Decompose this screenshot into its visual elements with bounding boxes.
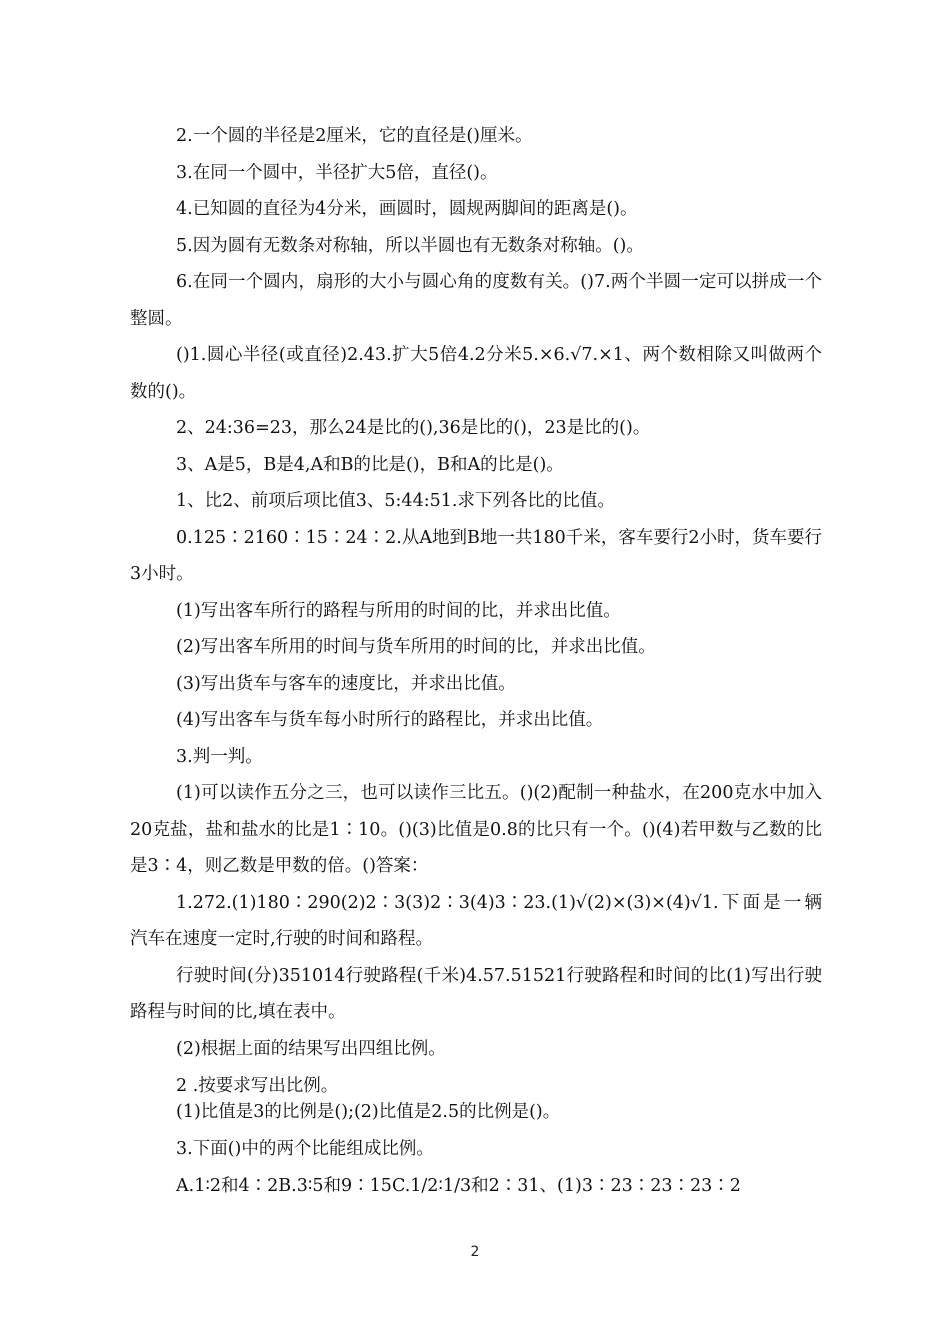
paragraph: (1)可以读作五分之三，也可以读作三比五。()(2)配制一种盐水，在200克水中加入20克盐，盐和盐水的比是1∶10。()(3)比值是0.8的比只有一个。()(4)若甲数与乙数的比是3∶4，则乙数是甲数的倍。()答案： — [130, 783, 822, 876]
paragraph: 3、A是5，B是4,A和B的比是()，B和A的比是()。 — [176, 454, 564, 475]
paragraph: 1、比2、前项后项比值3、5:44:51.求下列各比的比值。 — [176, 491, 615, 511]
paragraph: 2 .按要求写出比例。 — [176, 1076, 339, 1096]
paragraph: (3)写出货车与客车的速度比，并求出比值。 — [176, 673, 516, 694]
paragraph: 1.272.(1)180∶290(2)2∶3(3)2∶3(4)3∶23.(1)√(2)×(3)×(4)√1.下面是一辆汽车在速度一定时,行驶的时间和路程。 — [130, 892, 822, 949]
page-number: 2 — [470, 1244, 480, 1260]
paragraph: 0.125∶2160∶15∶24∶2.从A地到B地一共180千米，客车要行2小时，货车要行3小时。 — [130, 527, 822, 584]
paragraph: (1)比值是3的比例是();(2)比值是2.5的比例是()。 — [176, 1102, 561, 1122]
paragraph: (4)写出客车与货车每小时所行的路程比，并求出比值。 — [176, 710, 604, 730]
paragraph: 3.下面()中的两个比能组成比例。 — [176, 1139, 434, 1159]
paragraph: A.1∶2和4∶2B.3∶5和9∶15C.1/2∶1/3和2∶31、(1)3∶23∶23∶23∶2 — [176, 1175, 741, 1196]
paragraph: (2)根据上面的结果写出四组比例。 — [176, 1038, 446, 1059]
paragraph: 2.一个圆的半径是2厘米，它的直径是()厘米。 — [176, 126, 533, 146]
paragraph: 3.判一判。 — [176, 746, 263, 767]
paragraph: 5.因为圆有无数条对称轴，所以半圆也有无数条对称轴。()。 — [176, 235, 644, 256]
paragraph: 2、24:36=23，那么24是比的(),36是比的()，23是比的()。 — [176, 418, 651, 438]
paragraph: 3.在同一个圆中，半径扩大5倍，直径()。 — [176, 162, 498, 183]
paragraph: 行驶时间(分)351014行驶路程(千米)4.57.51521行驶路程和时间的比(1)写出行驶路程与时间的比,填在表中。 — [130, 965, 822, 1022]
paragraph: ()1.圆心半径(或直径)2.43.扩大5倍4.2分米5.×6.√7.×1、两个数相除又叫做两个数的()。 — [130, 345, 822, 402]
paragraph: (2)写出客车所用的时间与货车所用的时间的比，并求出比值。 — [176, 637, 656, 657]
paragraph: 4.已知圆的直径为4分米，画圆时，圆规两脚间的距离是()。 — [176, 199, 638, 219]
paragraph: (1)写出客车所行的路程与所用的时间的比，并求出比值。 — [176, 600, 621, 621]
paragraph: 6.在同一个圆内，扇形的大小与圆心角的度数有关。()7.两个半圆一定可以拼成一个整圆。 — [130, 272, 822, 329]
document-body — [130, 118, 822, 1204]
